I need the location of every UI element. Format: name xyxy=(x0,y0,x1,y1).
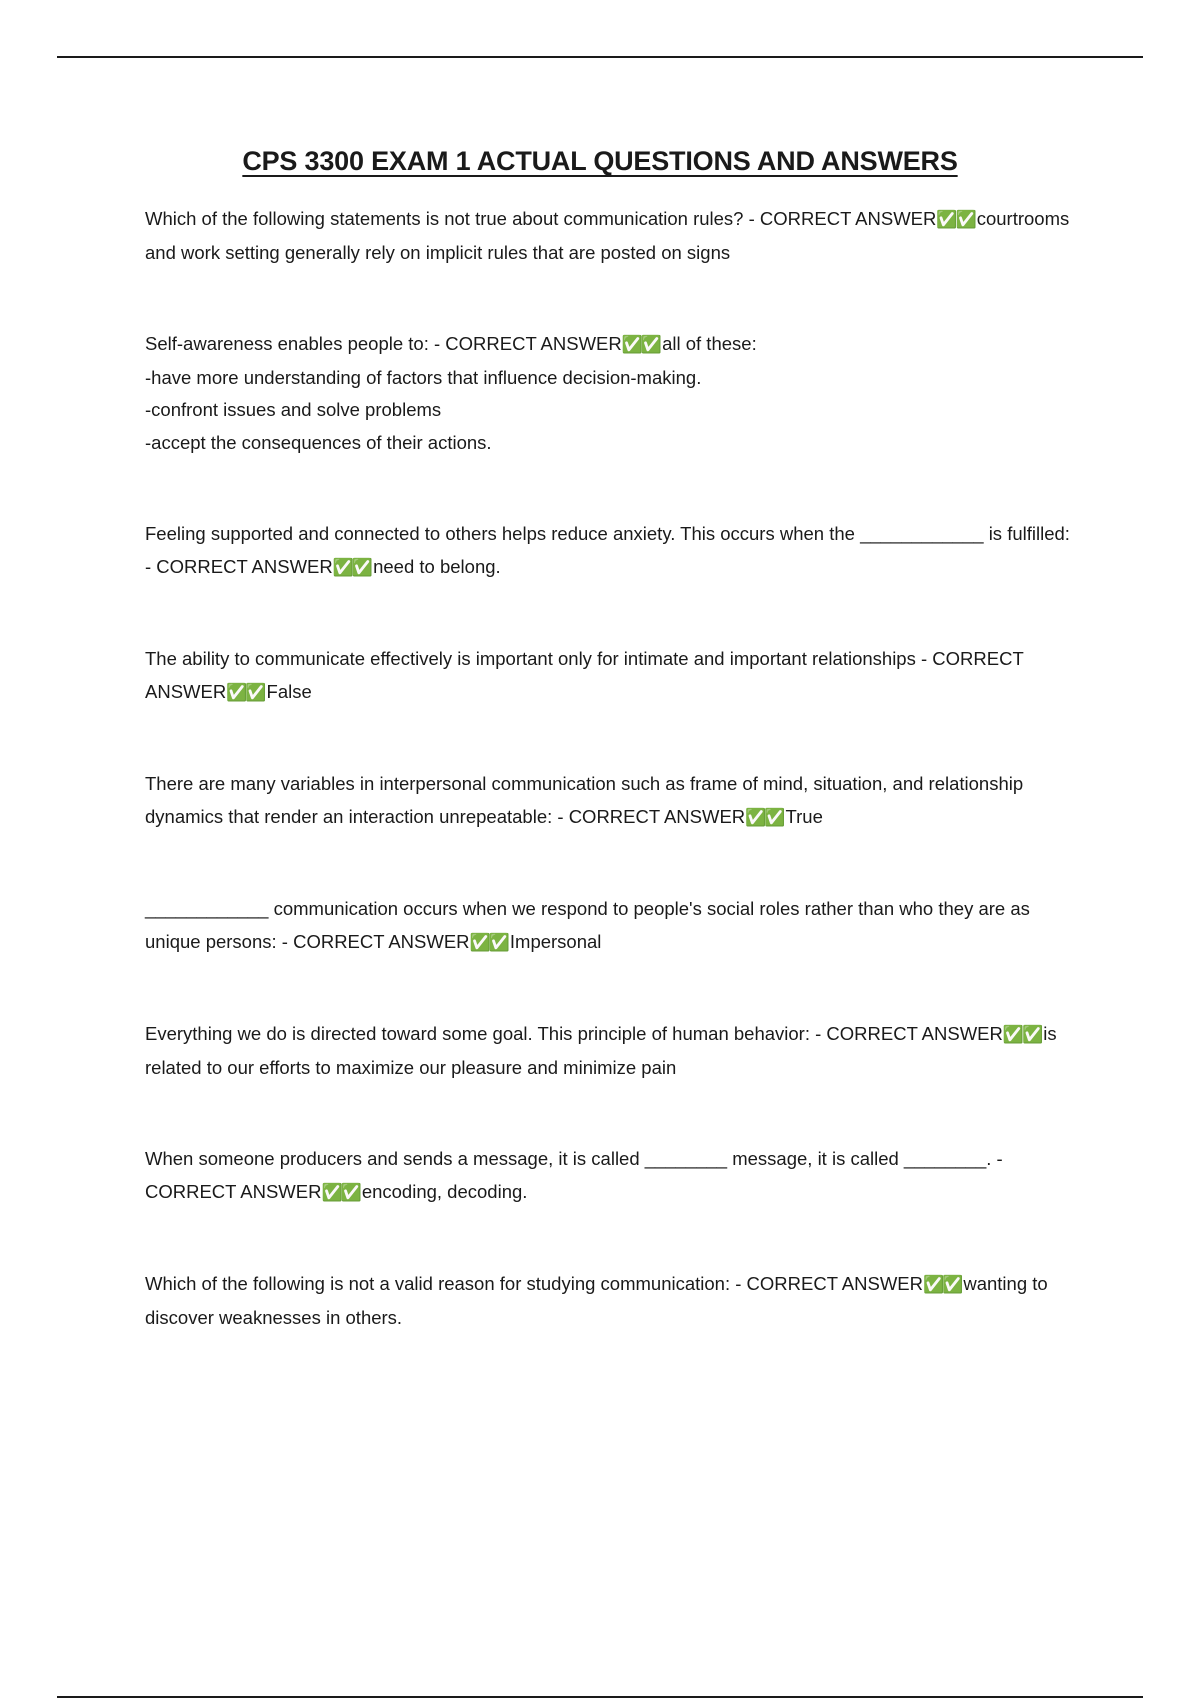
double-check-icon: ✅✅ xyxy=(1002,1025,1042,1044)
question-text: Self-awareness enables people to: - CORRECT ANSWER xyxy=(145,333,622,354)
double-check-icon: ✅✅ xyxy=(621,335,661,354)
qa-item xyxy=(145,893,1075,959)
qa-item xyxy=(145,1143,1075,1209)
answer-subitem: -confront issues and solve problems xyxy=(145,399,442,420)
question-text: When someone producers and sends a message, it is called ________ message, it is called ________. - CORRECT ANSWER xyxy=(145,1148,1003,1202)
answer-text: is related to our efforts to maximize our pleasure and minimize pain xyxy=(145,1023,1057,1078)
qa-paragraph xyxy=(145,768,1075,834)
qa-item xyxy=(145,518,1075,584)
qa-list xyxy=(145,203,1075,1393)
top-rule xyxy=(57,56,1143,58)
question-text: ____________ communication occurs when we respond to people's social roles rather than who they are as unique persons: - CORRECT ANSWER xyxy=(145,898,1030,952)
answer-subitem: -accept the consequences of their actions. xyxy=(145,431,492,453)
answer-text: False xyxy=(266,680,312,702)
question-text: The ability to communicate effectively is important only for intimate and important relationships - CORRECT ANSWER xyxy=(145,648,1024,702)
question-text: Feeling supported and connected to others helps reduce anxiety. This occurs when the ____________ is fulfilled: - CORRECT ANSWER xyxy=(145,523,1070,577)
qa-paragraph xyxy=(145,1018,1075,1084)
question-text: Which of the following statements is not true about communication rules? - CORRECT ANSWER xyxy=(145,208,937,229)
answer-text: Impersonal xyxy=(509,930,602,952)
qa-paragraph xyxy=(145,643,1075,709)
qa-paragraph xyxy=(145,328,1075,362)
answer-text: True xyxy=(785,805,823,827)
answer-text: courtrooms and work setting generally rely on implicit rules that are posted on signs xyxy=(145,208,1070,263)
double-check-icon: ✅✅ xyxy=(469,932,508,952)
answer-subitem: -have more understanding of factors that influence decision-making. xyxy=(145,366,702,388)
qa-item xyxy=(145,643,1075,709)
answer-text: encoding, decoding. xyxy=(361,1180,528,1202)
question-text: There are many variables in interpersonal communication such as frame of mind, situation, and relationship dynamics that render an interaction unrepeatable: - CORRECT ANSWER xyxy=(145,773,1024,827)
answer-text: need to belong. xyxy=(373,555,501,577)
document-title xyxy=(0,146,1200,177)
answer-text: wanting to discover weaknesses in others. xyxy=(145,1273,1048,1328)
document-title-text: CPS 3300 EXAM 1 ACTUAL QUESTIONS AND ANSWERS xyxy=(242,146,958,176)
qa-item xyxy=(145,203,1075,269)
double-check-icon: ✅✅ xyxy=(226,682,265,702)
qa-paragraph xyxy=(145,893,1075,959)
double-check-icon: ✅✅ xyxy=(936,210,975,229)
qa-paragraph xyxy=(145,1268,1075,1334)
qa-item xyxy=(145,1268,1075,1334)
answer-text: all of these: xyxy=(662,333,757,354)
qa-item xyxy=(145,768,1075,834)
double-check-icon: ✅✅ xyxy=(923,1275,962,1294)
double-check-icon: ✅✅ xyxy=(332,557,372,577)
qa-paragraph xyxy=(145,1143,1075,1209)
qa-paragraph xyxy=(145,518,1075,584)
qa-paragraph xyxy=(145,203,1075,269)
double-check-icon: ✅✅ xyxy=(745,807,784,827)
question-text: Which of the following is not a valid reason for studying communication: - CORRECT ANSWER xyxy=(145,1273,923,1294)
double-check-icon: ✅✅ xyxy=(321,1182,360,1202)
bottom-rule xyxy=(57,1696,1143,1698)
qa-item xyxy=(145,1018,1075,1084)
qa-item xyxy=(145,328,1075,459)
question-text: Everything we do is directed toward some goal. This principle of human behavior: - CORRECT ANSWER xyxy=(145,1023,1003,1044)
